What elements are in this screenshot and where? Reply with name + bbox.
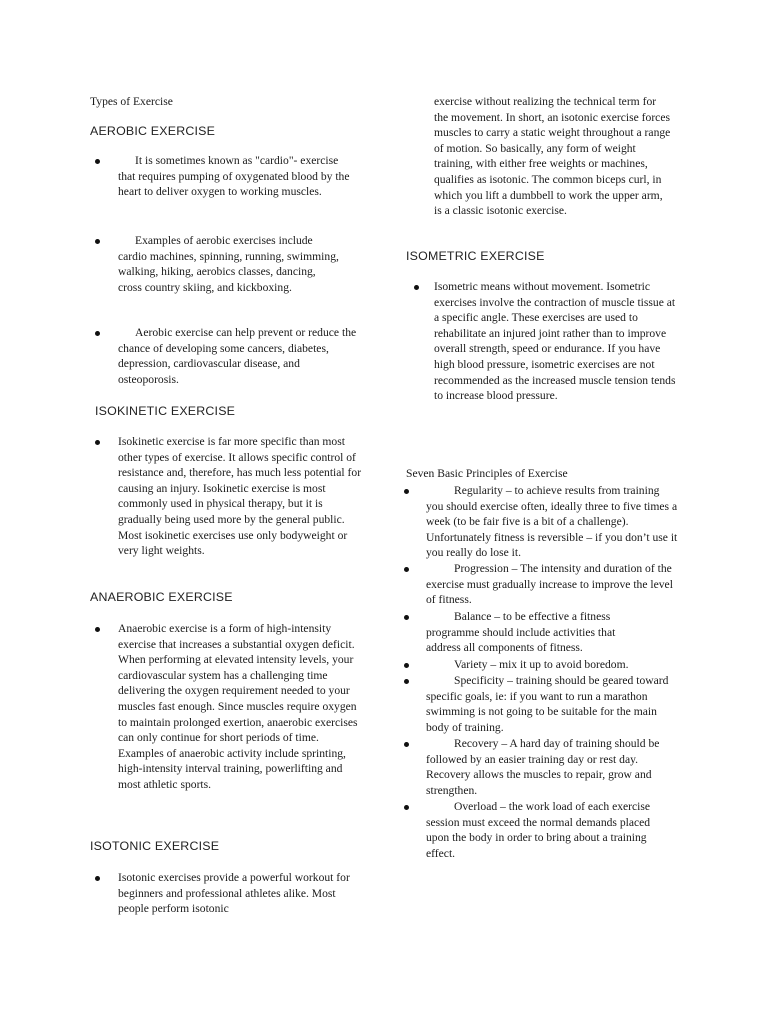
bullet-icon [95, 331, 100, 336]
bullet-icon [414, 285, 419, 290]
isotonic-continuation: exercise without realizing the technical term for the movement. In short, an isotonic exercise forces muscles to carry a static weight throughout a range of motion. So basically, any form of weight training, with either free weights or machines, qualifies as isotonic. The common biceps curl, in which you lift a dumbbell to work the upper arm, is a classic isotonic exercise. [434, 95, 671, 218]
bullet-icon [95, 627, 100, 632]
isotonic-item-1: Isotonic exercises provide a powerful workout for beginners and professional athletes alike. Most people perform isotonic [118, 871, 350, 916]
bullet-icon [95, 440, 100, 445]
aerobic-item-2: Examples of aerobic exercises include cardio machines, spinning, running, swimming, walking, hiking, aerobics classes, dancing, cross country skiing, and kickboxing. [118, 234, 339, 294]
anaerobic-item-1: Anaerobic exercise is a form of high-intensity exercise that increases a substantial oxygen deficit. When performing at elevated intensity levels, your cardiovascular system has a challenging time delivering the oxygen requirement needed to your muscles fast enough. Since muscles require oxygen to maintain prolonged exertion, anaerobic exercises can only continue for short periods of time. Examples of anaerobic activity include sprinting, high-intensity interval training, powerlifting and most athletic sports. [118, 622, 358, 791]
bullet-icon [404, 489, 409, 494]
bullet-icon [95, 239, 100, 244]
bullet-icon [95, 159, 100, 164]
aerobic-heading: AEROBIC EXERCISE [90, 124, 216, 138]
principle-balance: Balance – to be effective a fitness programme should include activities that address all components of fitness. [426, 610, 616, 655]
principles-heading: Seven Basic Principles of Exercise [406, 467, 568, 480]
document-title: Types of Exercise [90, 95, 173, 108]
principle-variety: Variety – mix it up to avoid boredom. [454, 658, 629, 671]
bullet-icon [404, 742, 409, 747]
bullet-icon [404, 805, 409, 810]
isotonic-heading: ISOTONIC EXERCISE [90, 839, 220, 853]
bullet-icon [404, 567, 409, 572]
aerobic-item-3: Aerobic exercise can help prevent or reduce the chance of developing some cancers, diabetes, depression, cardiovascular disease, and osteoporosis. [118, 326, 357, 386]
principle-overload: Overload – the work load of each exercise session must exceed the normal demands placed upon the body in order to bring about a training effect. [426, 800, 651, 860]
principle-progression: Progression – The intensity and duration of the exercise must gradually increase to improve the level of fitness. [426, 562, 673, 607]
isometric-heading: ISOMETRIC EXERCISE [406, 249, 545, 263]
bullet-icon [95, 876, 100, 881]
anaerobic-heading: ANAEROBIC EXERCISE [90, 590, 233, 604]
principle-recovery: Recovery – A hard day of training should be followed by an easier training day or rest day. Recovery allows the muscles to repair, grow and strengthen. [426, 737, 660, 797]
isokinetic-heading: ISOKINETIC EXERCISE [95, 404, 236, 418]
bullet-icon [404, 615, 409, 620]
bullet-icon [404, 663, 409, 668]
principle-specificity: Specificity – training should be geared toward specific goals, ie: if you want to run a marathon swimming is not going to be suitable for the main body of training. [426, 674, 669, 734]
isometric-item-1: Isometric means without movement. Isometric exercises involve the contraction of muscle tissue at a specific angle. These exercises are used to rehabilitate an injured joint rather than to improve overall strength, speed or endurance. If you have high blood pressure, isometric exercises are not recommended as the increased muscle tension tends to increase blood pressure. [434, 280, 676, 403]
isokinetic-item-1: Isokinetic exercise is far more specific than most other types of exercise. It allows specific control of resistance and, therefore, has much less potential for causing an injury. Isokinetic exercise is most commonly used in physical therapy, but it is gradually being used more by the general public. Most isokinetic exercises use only bodyweight or very light weights. [118, 435, 362, 558]
aerobic-item-1: It is sometimes known as "cardio"- exercise that requires pumping of oxygenated blood by the heart to deliver oxygen to working muscles. [118, 154, 350, 199]
bullet-icon [404, 679, 409, 684]
principle-regularity: Regularity – to achieve results from training you should exercise often, ideally three to five times a week (to be fair five is a bit of a challenge). Unfortunately fitness is reversible – if you don’t use it you really do lose it. [426, 484, 678, 560]
